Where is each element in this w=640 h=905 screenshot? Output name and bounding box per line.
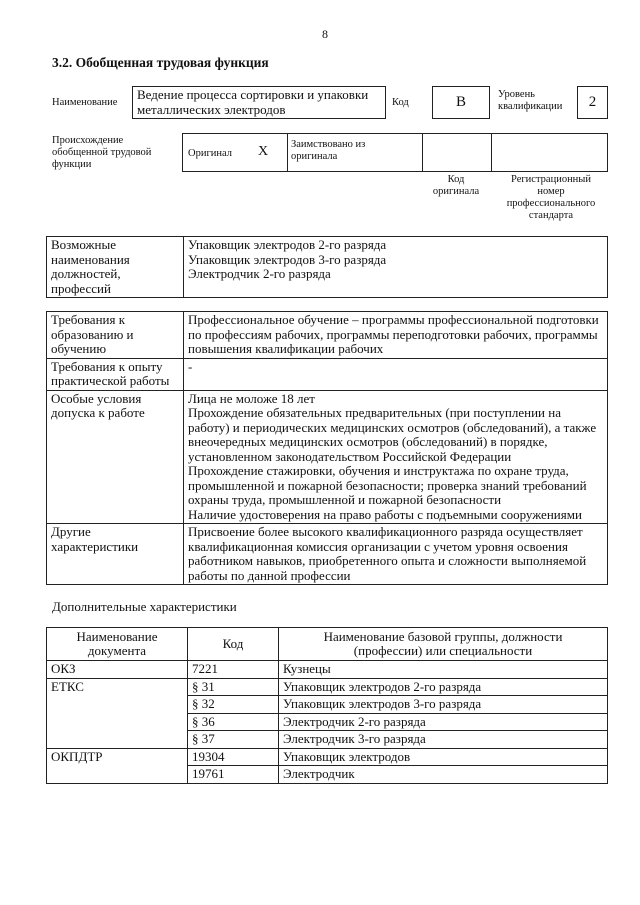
requirement-value: Профессиональное обучение – программы профессиональной подготовки по профессиям рабочих, программы переподготовки рабочих, программы повышения квалификации рабочих [184,312,608,359]
requirement-label: Другие характеристики [47,524,184,585]
positions-label: Возможные наименования должностей, профессий [47,237,184,298]
requirement-label: Требования к образованию и обучению [47,312,184,359]
origin-label: Происхождение обобщенной трудовой функции [52,135,152,170]
level-label: Уровень квалификации [498,89,563,112]
name-value: Ведение процесса сортировки и упаковки металлических электродов [132,86,386,119]
row-code: § 32 [188,696,279,714]
borrowed-label: Заимствовано из оригинала [291,139,366,162]
reg-number-caption: Регистрационный номер профессионального стандарта [506,174,596,221]
header-document: Наименование документа [47,628,188,661]
row-code: 7221 [188,661,279,679]
positions-value: Упаковщик электродов 2-го разряда Упаковщик электродов 3-го разряда Электродчик 2-го разряда [184,237,608,298]
row-name: Электродчик [279,766,608,784]
requirement-row [47,524,608,585]
row-code: § 36 [188,713,279,731]
table-header-row [47,628,608,661]
code-value: В [432,86,490,119]
original-mark: X [258,144,269,159]
original-label: Оригинал [188,148,232,159]
additional-table [46,627,608,784]
code-label: Код [392,97,409,108]
row-code: § 31 [188,678,279,696]
row-name: Электродчик 2-го разряда [279,713,608,731]
table-row [47,678,608,696]
requirement-value: - [184,358,608,390]
row-name: Упаковщик электродов 2-го разряда [279,678,608,696]
row-code: 19761 [188,766,279,784]
section-title: 3.2. Обобщенная трудовая функция [52,55,269,70]
row-document: ОКПДТР [47,748,188,783]
positions-table [46,236,608,298]
requirement-label: Особые условия допуска к работе [47,390,184,524]
table-row [47,661,608,679]
row-code: § 37 [188,731,279,749]
row-name: Упаковщик электродов [279,748,608,766]
additional-title: Дополнительные характеристики [52,599,237,614]
requirement-value: Лица не моложе 18 лет Прохождение обязательных предварительных (при поступлении на работу) и периодических медицинских осмотров (обследований), а также внеочередных медицинских осмотров (обследований) в порядке, установленном законодательством Российской Федерации Прохождение стажировки, обучения и инструктажа по охране труда, промышленной и пожарной безопасности; проверка знаний требований охраны труда, промышленной и пожарной безопасности Наличие удостоверения на право работы с подъемными сооружениями [184,390,608,524]
requirement-row [47,312,608,359]
name-label: Наименование [52,97,118,108]
requirement-row [47,358,608,390]
row-name: Упаковщик электродов 3-го разряда [279,696,608,714]
code-original-caption: Код оригинала [432,174,480,197]
page-number: 8 [322,27,328,41]
row-document: ЕТКС [47,678,188,748]
row-name: Электродчик 3-го разряда [279,731,608,749]
table-row [47,748,608,766]
requirement-row [47,390,608,524]
header-name: Наименование базовой группы, должности (профессии) или специальности [279,628,608,661]
origin-grid [182,133,608,172]
requirement-value: Присвоение более высокого квалификационного разряда осуществляет квалификационная комиссия организации с учетом уровня освоения работником навыков, приобретенного опыта и сложности выполняемой работы по данной профессии [184,524,608,585]
level-value: 2 [577,86,608,119]
row-name: Кузнецы [279,661,608,679]
requirements-table [46,311,608,585]
row-document: ОКЗ [47,661,188,679]
header-code: Код [188,628,279,661]
row-code: 19304 [188,748,279,766]
requirement-label: Требования к опыту практической работы [47,358,184,390]
